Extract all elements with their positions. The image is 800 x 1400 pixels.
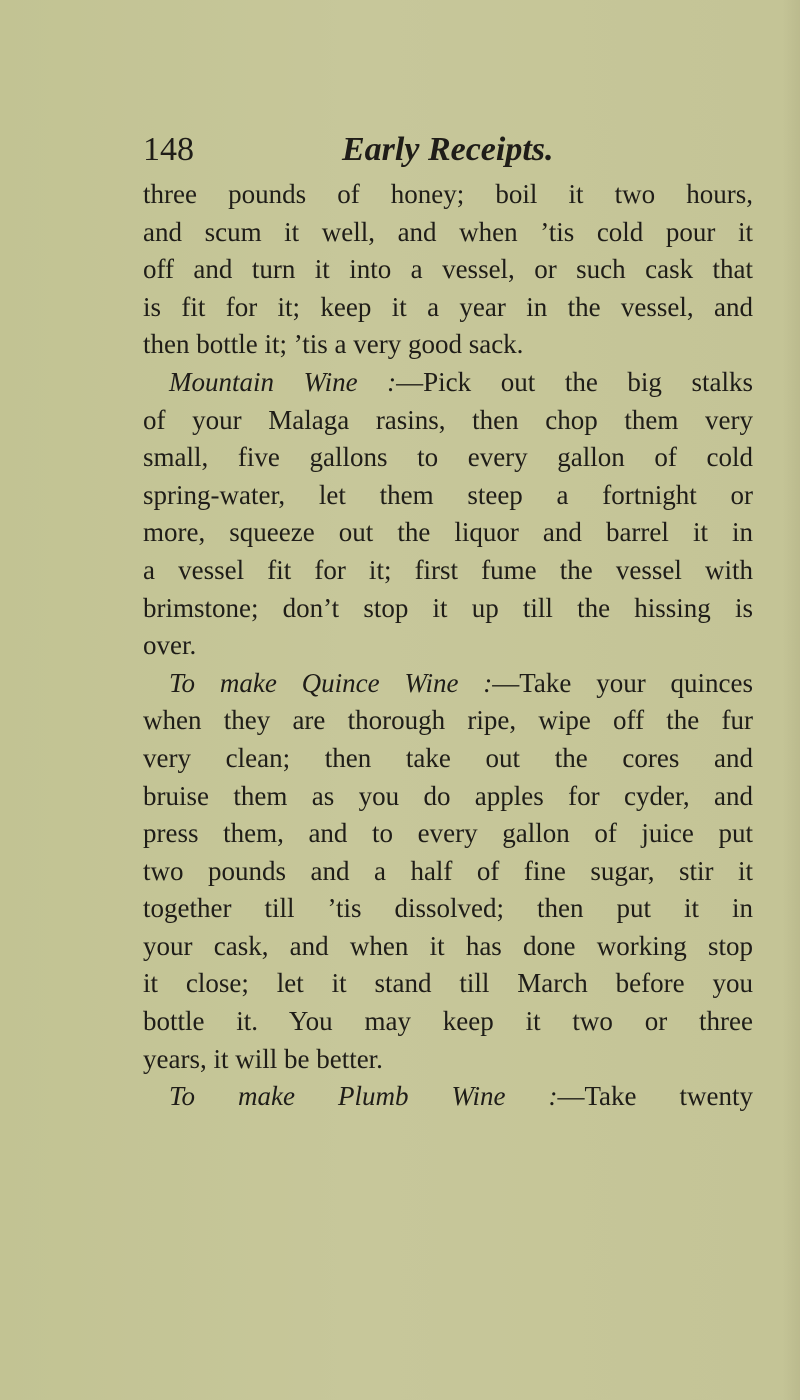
text-line: together till ’tis dissolved; then put it in: [143, 893, 753, 924]
text-line: spring-water, let them steep a fortnight or: [143, 479, 753, 510]
recipe-heading-mountain-wine: Mountain Wine :: [169, 366, 397, 397]
text-line: a vessel fit for it; first fume the vessel with: [143, 554, 753, 585]
body-text: [143, 176, 754, 1112]
page-number: 148: [143, 131, 194, 168]
text-line: bottle it. You may keep it two or three: [143, 1006, 753, 1037]
text-line: small, five gallons to every gallon of cold: [143, 442, 753, 473]
text-line: press them, and to every gallon of juice put: [143, 818, 753, 849]
text-line: and scum it well, and when ’tis cold pour it: [143, 216, 753, 247]
paragraph-first-line-text: —Take twenty: [557, 1081, 753, 1112]
recipe-heading-plumb-wine: To make Plumb Wine :: [169, 1081, 558, 1112]
text-line: when they are thorough ripe, wipe off the fur: [143, 705, 753, 736]
text-line: of your Malaga rasins, then chop them very: [143, 404, 753, 435]
paragraph-first-line-text: —Pick out the big stalks: [396, 366, 753, 397]
running-head: [143, 126, 753, 170]
text-line: three pounds of honey; boil it two hours,: [143, 179, 753, 209]
text-line: your cask, and when it has done working stop: [143, 930, 753, 961]
text-line: is fit for it; keep it a year in the vessel, and: [143, 291, 753, 322]
text-line: over.: [143, 630, 197, 661]
running-title: Early Receipts.: [342, 131, 554, 168]
text-line: two pounds and a half of fine sugar, stir it: [143, 855, 753, 886]
text-line: then bottle it; ’tis a very good sack.: [143, 329, 524, 360]
text-line: it close; let it stand till March before you: [143, 968, 753, 999]
paragraph-first-line-text: —Take your quinces: [492, 667, 754, 698]
text-line: off and turn it into a vessel, or such cask that: [143, 254, 753, 285]
recipe-heading-quince-wine: To make Quince Wine :: [169, 667, 493, 698]
text-line: more, squeeze out the liquor and barrel it in: [143, 517, 753, 548]
text-line: years, it will be better.: [143, 1043, 383, 1074]
text-line: bruise them as you do apples for cyder, and: [143, 780, 753, 811]
paragraph-first-line: [143, 1078, 753, 1116]
text-line: brimstone; don’t stop it up till the hissing is: [143, 592, 753, 623]
page-edge-shadow: [782, 0, 800, 1400]
paragraph-first-line: [143, 364, 753, 402]
paragraph-first-line: [143, 665, 753, 703]
text-line: very clean; then take out the cores and: [143, 742, 753, 773]
